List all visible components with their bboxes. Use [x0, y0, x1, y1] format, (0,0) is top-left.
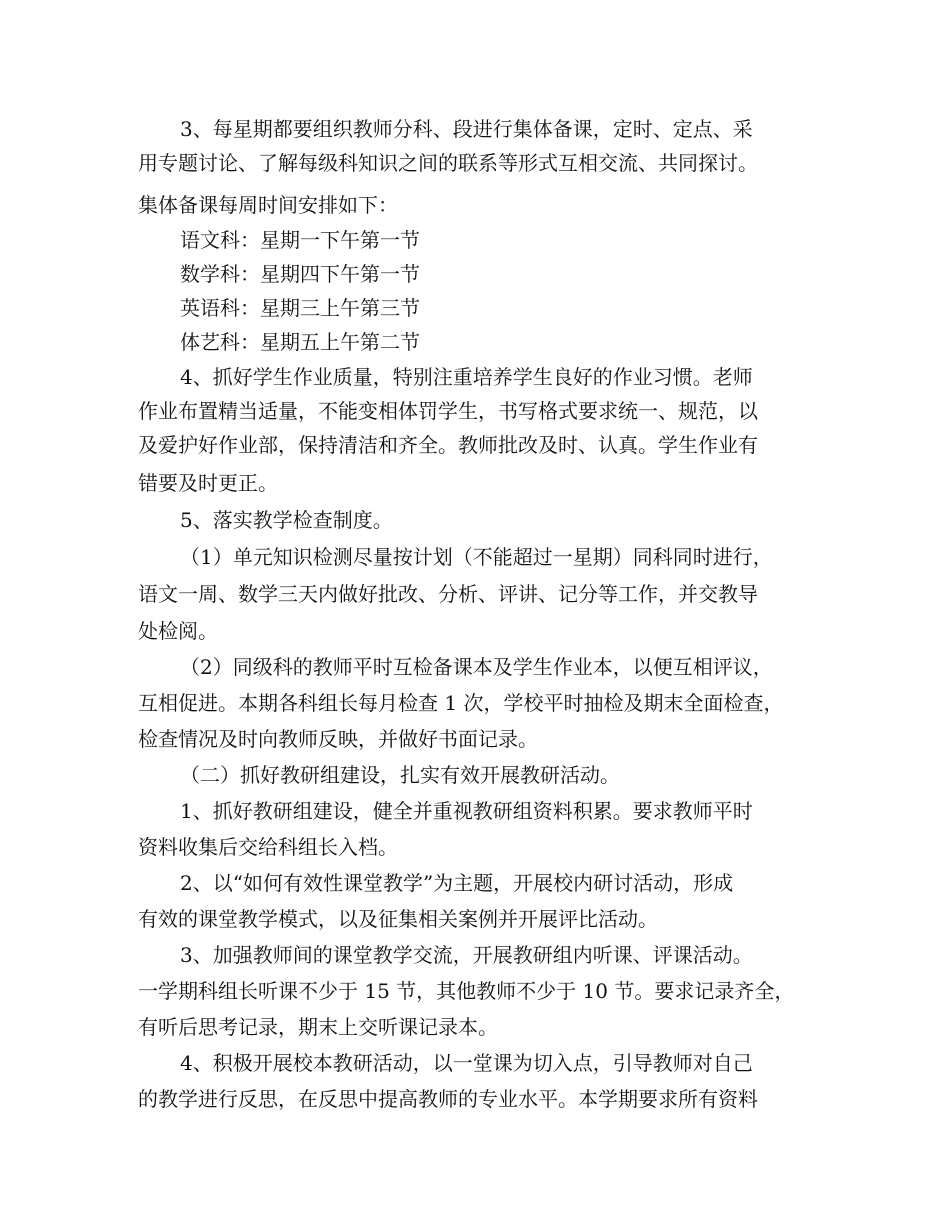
text-line: 互相促进。本期各科组长每月检查 1 次，学校平时抽检及期末全面检查， [138, 691, 784, 715]
text-line: 及爱护好作业部，保持清洁和齐全。教师批改及时、认真。学生作业有 [138, 433, 758, 457]
text-line: 有听后思考记录，期末上交听课记录本。 [138, 1015, 498, 1039]
text-line: 体艺科：星期五上午第二节 [180, 330, 420, 354]
text-line: 错要及时更正。 [138, 471, 278, 495]
text-line: 3、每星期都要组织教师分科、段进行集体备课，定时、定点、采 [180, 117, 753, 141]
text-line: 4、抓好学生作业质量，特别注重培养学生良好的作业习惯。老师 [180, 365, 753, 389]
text-line: 集体备课每周时间安排如下： [138, 193, 398, 217]
text-line: 语文一周、数学三天内做好批改、分析、评讲、记分等工作，并交教导 [138, 582, 758, 606]
text-line: 的教学进行反思，在反思中提高教师的专业水平。本学期要求所有资料 [138, 1087, 758, 1111]
text-line: 2、以“如何有效性课堂教学”为主题，开展校内研讨活动，形成 [180, 871, 734, 895]
text-line: 检查情况及时向教师反映，并做好书面记录。 [138, 727, 538, 751]
text-line: 处检阅。 [138, 619, 218, 643]
text-line: 5、落实教学检查制度。 [180, 508, 393, 532]
text-line: （2）同级科的教师平时互检备课本及学生作业本，以便互相评议， [180, 655, 773, 679]
text-line: 4、积极开展校本教研活动，以一堂课为切入点，引导教师对自己 [180, 1051, 753, 1075]
text-line: 有效的课堂教学模式，以及征集相关案例并开展评比活动。 [138, 907, 658, 931]
text-line: 英语科：星期三上午第三节 [180, 296, 420, 320]
text-line: 资料收集后交给科组长入档。 [138, 835, 398, 859]
text-line: 语文科：星期一下午第一节 [180, 228, 420, 252]
text-line: 1、抓好教研组建设，健全并重视教研组资料积累。要求教师平时 [180, 799, 753, 823]
text-line: （1）单元知识检测尽量按计划（不能超过一星期）同科同时进行， [180, 545, 773, 569]
text-line: （二）抓好教研组建设，扎实有效开展教研活动。 [180, 763, 620, 787]
text-line: 3、加强教师间的课堂教学交流，开展教研组内听课、评课活动。 [180, 943, 753, 967]
text-line: 用专题讨论、了解每级科知识之间的联系等形式互相交流、共同探讨。 [138, 151, 758, 175]
text-line: 作业布置精当适量，不能变相体罚学生，书写格式要求统一、规范，以 [138, 399, 758, 423]
text-line: 一学期科组长听课不少于 15 节，其他教师不少于 10 节。要求记录齐全， [138, 979, 795, 1003]
text-line: 数学科：星期四下午第一节 [180, 262, 420, 286]
